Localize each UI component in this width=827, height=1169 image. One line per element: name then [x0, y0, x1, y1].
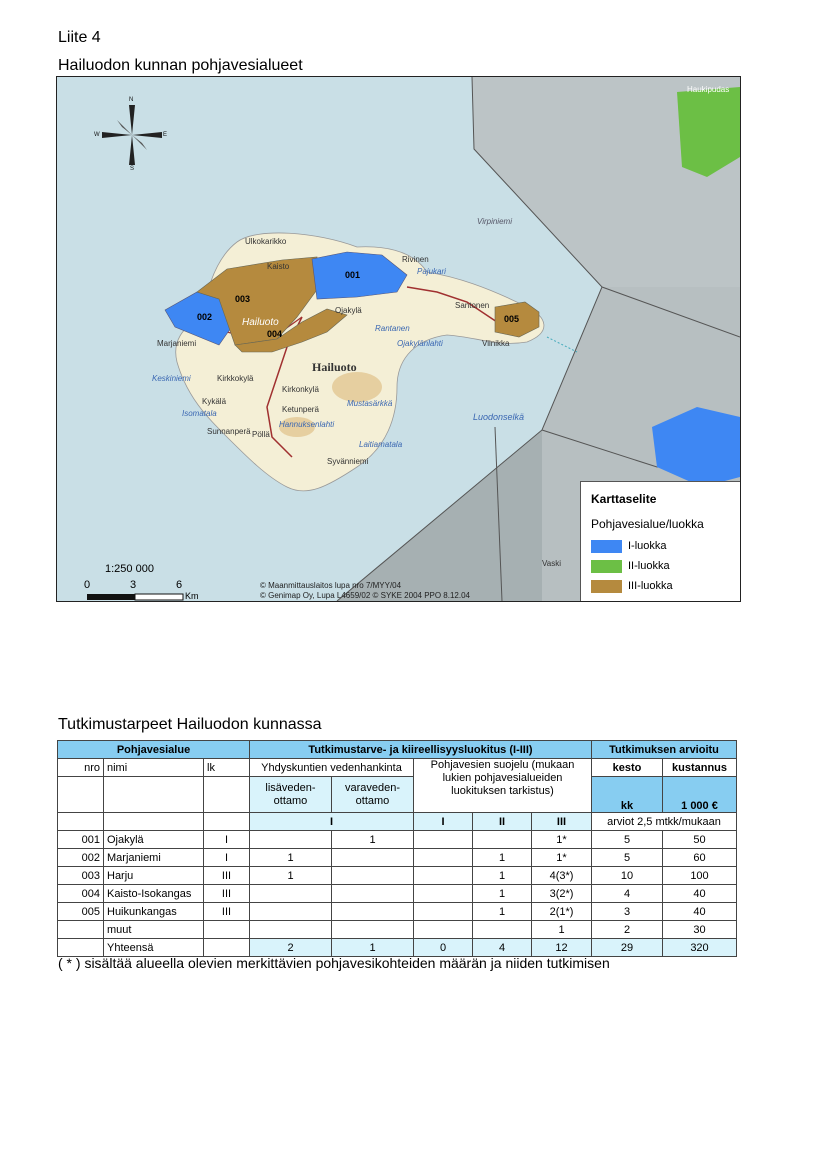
cell-p2: [473, 921, 532, 939]
header-group-cost: Tutkimuksen arvioitu: [592, 741, 737, 759]
total-vara: 1: [332, 939, 414, 957]
legend-swatch-ii: [591, 560, 622, 573]
cell-nimi: Huikunkangas: [104, 903, 204, 921]
compass-w-label: W: [94, 132, 100, 138]
water-mustasarkka: Mustasärkkä: [347, 399, 393, 408]
cell-p1: [414, 885, 473, 903]
header-water-supply: Yhdyskuntien vedenhankinta: [250, 759, 414, 777]
cell-nimi: Ojakylä: [104, 831, 204, 849]
header-blank-5: [104, 813, 204, 831]
cell-lk: III: [204, 885, 250, 903]
cell-p1: [414, 831, 473, 849]
header-keur: 1 000 €: [663, 777, 737, 813]
copyright-line-1: © Maanmittauslaitos lupa nro 7/MYY/04: [260, 581, 402, 590]
cell-kk: 5: [592, 849, 663, 867]
header-group-need: Tutkimustarve- ja kiireellisyysluokitus (I-III): [250, 741, 592, 759]
cell-vara: [332, 903, 414, 921]
cell-cost: 40: [663, 903, 737, 921]
header-kustannus: kustannus: [663, 759, 737, 777]
header-nro: nro: [58, 759, 104, 777]
water-keskiniemi: Keskiniemi: [152, 374, 191, 383]
water-virpiniemi: Virpiniemi: [477, 217, 512, 226]
water-luodonselka: Luodonselkä: [473, 412, 525, 422]
water-pajukari: Pajukari: [417, 267, 446, 276]
legend-item-i: [591, 539, 667, 553]
header-kk: kk: [592, 777, 663, 813]
header-blank-2: [104, 777, 204, 813]
water-rantanen: Rantanen: [375, 324, 410, 333]
cell-cost: 60: [663, 849, 737, 867]
place-vaski: Vaski: [542, 559, 561, 568]
cell-p3: 4(3*): [532, 867, 592, 885]
total-label: Yhteensä: [104, 939, 204, 957]
place-viinikka: Viinikka: [482, 339, 510, 348]
header-group-area: Pohjavesialue: [58, 741, 250, 759]
total-p2: 4: [473, 939, 532, 957]
cell-p2: 1: [473, 903, 532, 921]
cell-lk: III: [204, 903, 250, 921]
total-blank-lk: [204, 939, 250, 957]
cell-cost: 30: [663, 921, 737, 939]
cell-kk: 3: [592, 903, 663, 921]
appendix-label: Liite 4: [58, 29, 101, 46]
compass-s-label: S: [130, 166, 135, 172]
cell-cost: 50: [663, 831, 737, 849]
place-hailuoto-italic: Hailuoto: [242, 317, 279, 328]
area-001-label: 001: [345, 270, 361, 280]
place-kaisto: Kaisto: [267, 262, 290, 271]
table-footnote: ( * ) sisältää alueella olevien merkittävien pohjavesikohteiden määrän ja niiden tutkimisen: [58, 955, 610, 971]
cell-nro: 003: [58, 867, 104, 885]
place-pollo: Pöllä: [252, 430, 270, 439]
cell-nro: 002: [58, 849, 104, 867]
header-blank-4: [58, 813, 104, 831]
cell-lisa: [250, 885, 332, 903]
cell-nro: 005: [58, 903, 104, 921]
compass-e-label: E: [163, 132, 168, 138]
table-row: [58, 903, 737, 921]
compass-n-label: N: [129, 97, 134, 103]
cell-nro: [58, 921, 104, 939]
header-prot-i: I: [414, 813, 473, 831]
place-haukipudas: Haukipudas: [687, 85, 730, 94]
cell-p2: 1: [473, 885, 532, 903]
place-hailuoto: Hailuoto: [312, 360, 357, 374]
total-row: [58, 939, 737, 957]
research-needs-table: [57, 740, 737, 957]
cell-vara: [332, 921, 414, 939]
header-prot-iii: III: [532, 813, 592, 831]
cell-cost: 100: [663, 867, 737, 885]
header-prot-ii: II: [473, 813, 532, 831]
cell-p1: [414, 867, 473, 885]
place-rivinen: Rivinen: [402, 255, 429, 264]
header-blank-3: [204, 777, 250, 813]
area-004-label: 004: [267, 329, 283, 339]
water-ojakylanlahti: Ojakylänlahti: [397, 339, 443, 348]
header-row-groups: [58, 741, 737, 759]
table-row: [58, 867, 737, 885]
table-heading: Tutkimustarpeet Hailuodon kunnassa: [58, 716, 322, 733]
scale-ratio: 1:250 000: [105, 563, 154, 575]
cell-p3: 1: [532, 921, 592, 939]
map-legend: [580, 481, 741, 602]
area-005-label: 005: [504, 314, 520, 324]
scale-unit: Km: [185, 591, 199, 601]
header-kesto: kesto: [592, 759, 663, 777]
place-kirkonkyla: Kirkonkylä: [282, 385, 319, 394]
header-protection: Pohjavesien suojelu (mukaan lukien pohjavesialueiden luokituksen tarkistus): [414, 759, 592, 813]
total-p3: 12: [532, 939, 592, 957]
cell-lisa: [250, 921, 332, 939]
water-laitiamatala: Laitiamatala: [359, 440, 403, 449]
total-cost: 320: [663, 939, 737, 957]
header-varavedenottamo: varaveden-ottamo: [332, 777, 414, 813]
cell-p1: [414, 849, 473, 867]
cell-nro: 001: [58, 831, 104, 849]
legend-swatch-i: [591, 540, 622, 553]
legend-item-iii: [591, 579, 673, 593]
cell-lk: III: [204, 867, 250, 885]
legend-subtitle: Pohjavesialue/luokka: [591, 517, 704, 531]
cell-nimi: Kaisto-Isokangas: [104, 885, 204, 903]
header-row-classes: [58, 813, 737, 831]
total-blank: [58, 939, 104, 957]
cell-vara: 1: [332, 831, 414, 849]
legend-label-i: I-luokka: [628, 540, 667, 552]
cell-nro: 004: [58, 885, 104, 903]
legend-title: Karttaselite: [591, 492, 657, 506]
header-lisavedenottamo: lisäveden-ottamo: [250, 777, 332, 813]
place-sunnanpera: Sunnanperä: [207, 427, 251, 436]
cell-lisa: 1: [250, 849, 332, 867]
map-heading: Hailuodon kunnan pohjavesialueet: [58, 57, 303, 74]
header-estimate: arviot 2,5 mtkk/mukaan: [592, 813, 737, 831]
cell-kk: 4: [592, 885, 663, 903]
header-nimi: nimi: [104, 759, 204, 777]
cell-kk: 10: [592, 867, 663, 885]
terrain-patch-1: [332, 372, 382, 402]
cell-nimi: Marjaniemi: [104, 849, 204, 867]
legend-label-ii: II-luokka: [628, 560, 670, 572]
cell-p3: 1*: [532, 831, 592, 849]
cell-p1: [414, 903, 473, 921]
cell-vara: [332, 867, 414, 885]
place-ulkokarikko: Ulkokarikko: [245, 237, 287, 246]
place-syvanniemi: Syvänniemi: [327, 457, 369, 466]
cell-p2: 1: [473, 867, 532, 885]
total-kk: 29: [592, 939, 663, 957]
cell-nimi: Harju: [104, 867, 204, 885]
legend-item-ii: [591, 559, 670, 573]
cell-p1: [414, 921, 473, 939]
scale-bar-black: [87, 594, 135, 600]
cell-cost: 40: [663, 885, 737, 903]
legend-swatch-iii: [591, 580, 622, 593]
cell-vara: [332, 885, 414, 903]
cell-p3: 1*: [532, 849, 592, 867]
header-blank-1: [58, 777, 104, 813]
cell-vara: [332, 849, 414, 867]
cell-p2: 1: [473, 849, 532, 867]
cell-p2: [473, 831, 532, 849]
cell-lisa: 1: [250, 867, 332, 885]
cell-p3: 2(1*): [532, 903, 592, 921]
cell-lisa: [250, 903, 332, 921]
water-isomatala: Isomatala: [182, 409, 217, 418]
legend-label-iii: III-luokka: [628, 580, 673, 592]
cell-nimi: muut: [104, 921, 204, 939]
place-kykala: Kykälä: [202, 397, 227, 406]
scale-tick-3: 3: [130, 579, 137, 591]
cell-lk: [204, 921, 250, 939]
scale-tick-0: 0: [84, 579, 91, 591]
groundwater-map: [56, 76, 741, 602]
cell-lk: I: [204, 831, 250, 849]
water-hannuksenlahti: Hannuksenlahti: [279, 420, 335, 429]
cell-kk: 2: [592, 921, 663, 939]
table-row: [58, 885, 737, 903]
table-row: [58, 849, 737, 867]
place-marjaniemi: Marjaniemi: [157, 339, 197, 348]
table-row: [58, 831, 737, 849]
header-supply-class: I: [250, 813, 414, 831]
place-ojakyla: Ojakylä: [335, 306, 362, 315]
place-kirkkokyla: Kirkkokylä: [217, 374, 254, 383]
area-003-label: 003: [235, 294, 251, 304]
cell-lisa: [250, 831, 332, 849]
cell-kk: 5: [592, 831, 663, 849]
cell-lk: I: [204, 849, 250, 867]
header-lk: lk: [204, 759, 250, 777]
copyright-line-2: © Genimap Oy, Lupa L4659/02 © SYKE 2004 PPO 8.12.04: [260, 591, 470, 600]
header-row-sub: [58, 777, 737, 813]
place-ketunpera: Ketunperä: [282, 405, 319, 414]
cell-p3: 3(2*): [532, 885, 592, 903]
table-row: [58, 921, 737, 939]
area-002-label: 002: [197, 312, 213, 322]
total-p1: 0: [414, 939, 473, 957]
scale-bar-white: [135, 594, 183, 600]
header-blank-6: [204, 813, 250, 831]
scale-tick-6: 6: [176, 579, 183, 591]
place-santonen: Santonen: [455, 301, 490, 310]
total-lisa: 2: [250, 939, 332, 957]
header-row-columns: [58, 759, 737, 777]
